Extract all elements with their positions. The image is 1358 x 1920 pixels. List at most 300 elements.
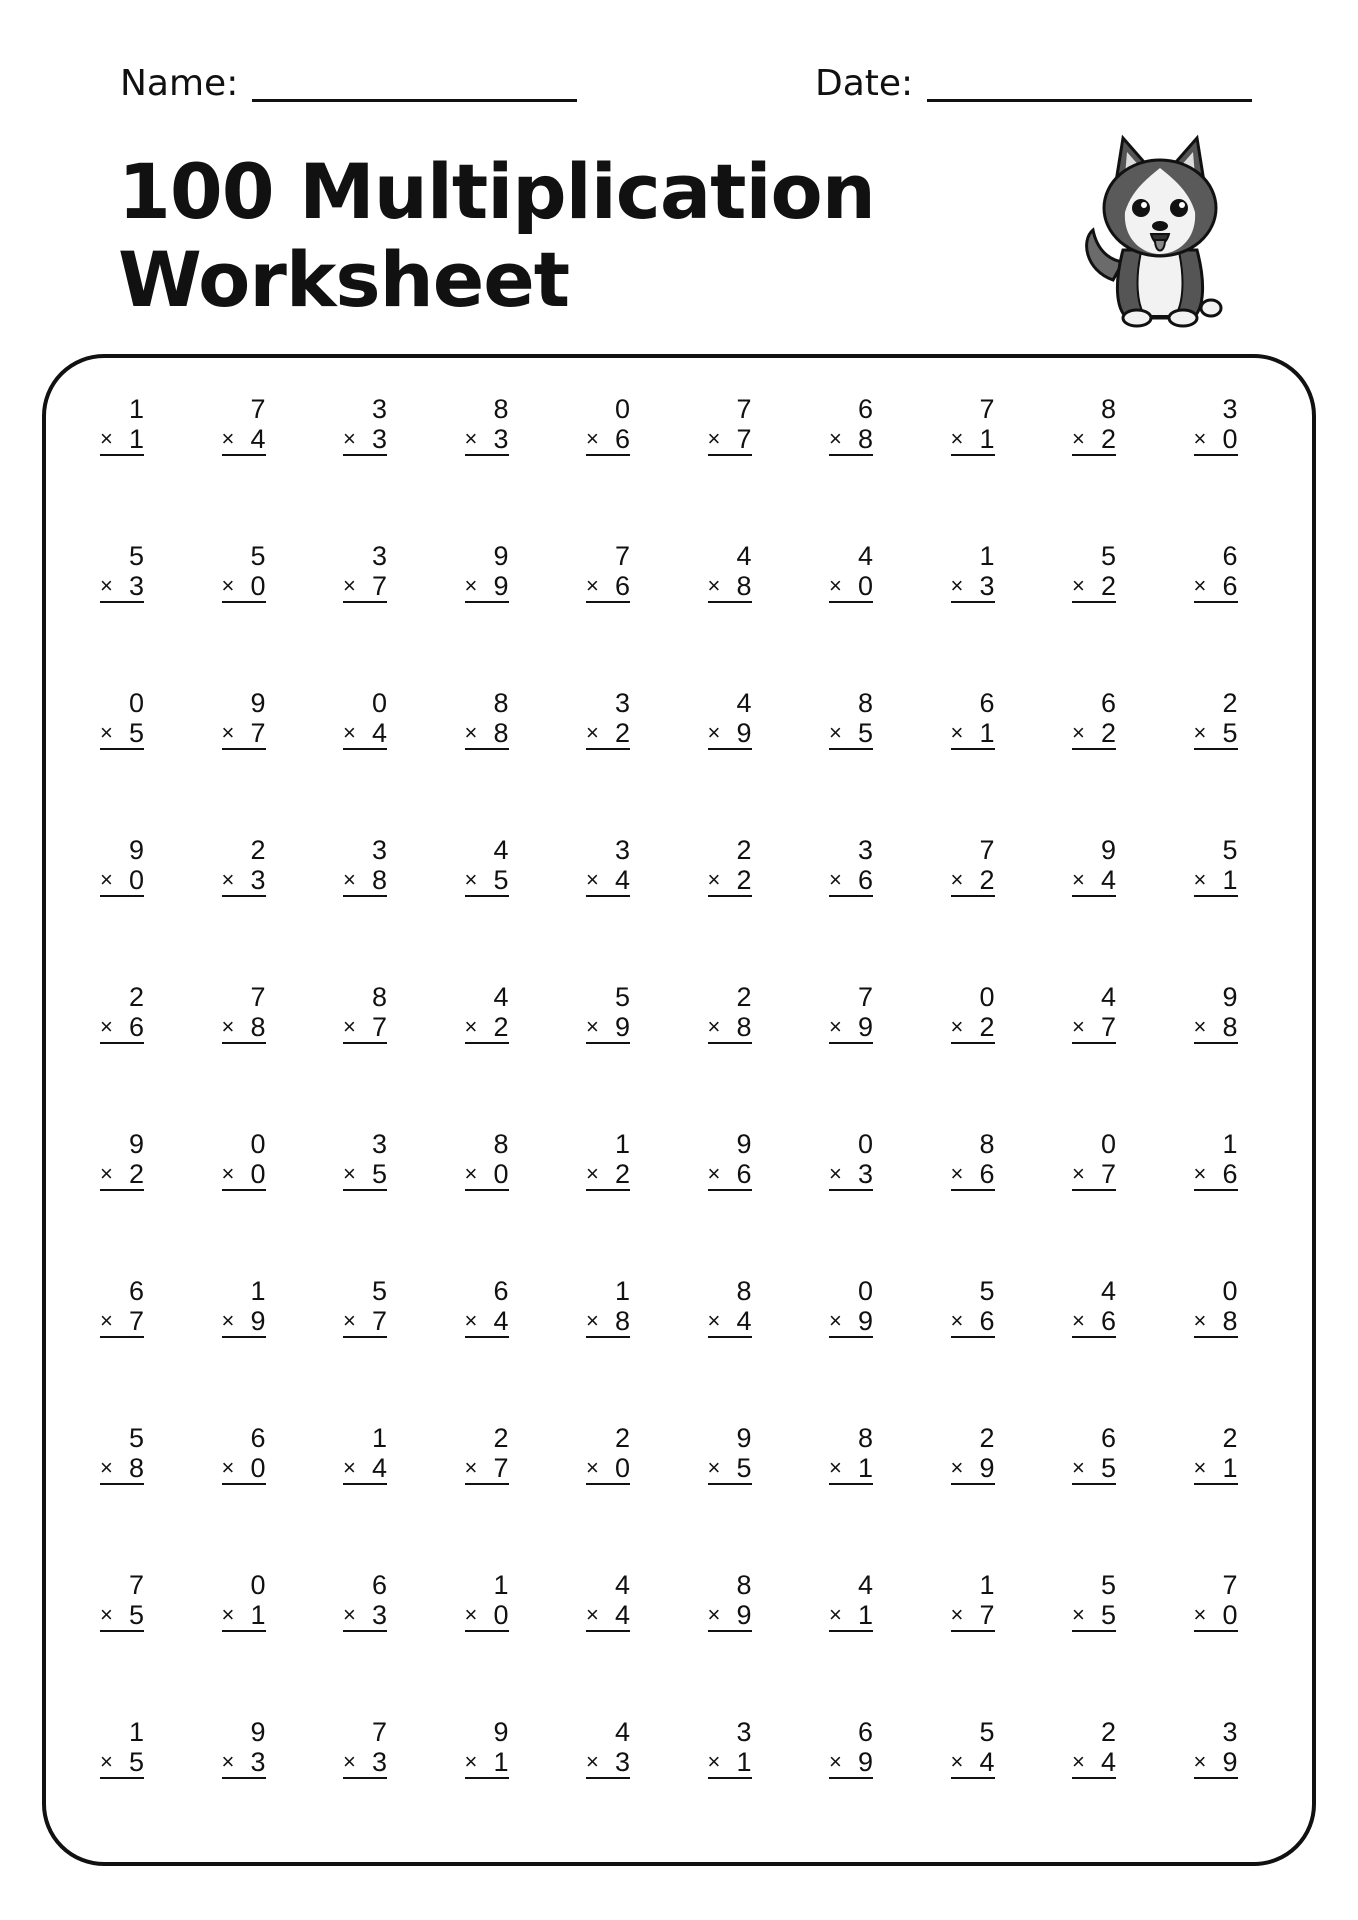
problem-row — [100, 835, 1250, 982]
top-factor: 0 — [250, 1129, 266, 1159]
times-sign: × — [100, 573, 113, 598]
times-sign: × — [464, 1749, 478, 1774]
top-factor: 1 — [128, 1717, 144, 1747]
multiplication-problem — [586, 1717, 708, 1864]
bottom-factor: 3 — [371, 1600, 387, 1630]
bottom-factor: 1 — [979, 718, 995, 748]
top-factor: 7 — [979, 835, 995, 865]
title-line-2: Worksheet — [118, 235, 570, 324]
bottom-factor: 7 — [979, 1600, 995, 1630]
times-sign: × — [221, 1749, 235, 1774]
bottom-factor-line — [1194, 1747, 1238, 1779]
bottom-factor: 2 — [614, 1159, 630, 1189]
bottom-factor: 9 — [614, 1012, 630, 1042]
top-factor: 7 — [1222, 1570, 1238, 1600]
bottom-factor: 8 — [614, 1306, 630, 1336]
bottom-factor: 7 — [1100, 1159, 1116, 1189]
multiplication-problem — [1072, 1276, 1194, 1423]
problem-stack — [1072, 688, 1116, 750]
bottom-factor: 2 — [1100, 424, 1116, 454]
problem-stack — [951, 1276, 995, 1338]
top-factor: 0 — [128, 688, 144, 718]
times-sign: × — [707, 1455, 721, 1480]
problem-stack — [829, 1276, 873, 1338]
bottom-factor: 2 — [614, 718, 630, 748]
bottom-factor: 2 — [128, 1159, 144, 1189]
times-sign: × — [707, 867, 721, 892]
date-field[interactable] — [815, 62, 1252, 106]
problem-stack — [951, 1129, 995, 1191]
times-sign: × — [707, 1308, 721, 1333]
bottom-factor-line — [465, 1453, 509, 1485]
problem-stack — [343, 1276, 387, 1338]
problem-stack — [1072, 1276, 1116, 1338]
bottom-factor-line — [343, 1306, 387, 1338]
multiplication-problem — [708, 835, 830, 982]
bottom-factor-line — [222, 424, 266, 456]
bottom-factor-line — [1072, 424, 1116, 456]
times-sign: × — [100, 1455, 113, 1480]
times-sign: × — [1193, 867, 1207, 892]
problem-stack — [1072, 1717, 1116, 1779]
bottom-factor-line — [343, 865, 387, 897]
bottom-factor-line — [222, 1600, 266, 1632]
times-sign: × — [343, 867, 356, 892]
top-factor: 1 — [128, 394, 144, 424]
multiplication-problem — [1072, 835, 1194, 982]
bottom-factor: 5 — [1222, 718, 1238, 748]
bottom-factor: 9 — [857, 1747, 873, 1777]
problem-stack — [586, 835, 630, 897]
top-factor: 3 — [371, 835, 387, 865]
problem-row — [100, 982, 1250, 1129]
multiplication-problem — [829, 1423, 951, 1570]
bottom-factor-line — [951, 1747, 995, 1779]
problem-stack — [829, 394, 873, 456]
bottom-factor: 6 — [979, 1306, 995, 1336]
bottom-factor-line — [829, 571, 873, 603]
times-sign: × — [950, 1455, 964, 1480]
top-factor: 2 — [736, 835, 752, 865]
problem-stack — [708, 982, 752, 1044]
times-sign: × — [100, 426, 113, 451]
bottom-factor: 9 — [250, 1306, 266, 1336]
problem-stack — [1072, 1423, 1116, 1485]
times-sign: × — [1193, 1308, 1207, 1333]
top-factor: 9 — [250, 1717, 266, 1747]
bottom-factor-line — [222, 1453, 266, 1485]
times-sign: × — [343, 1161, 356, 1186]
multiplication-problem — [1194, 1423, 1316, 1570]
bottom-factor: 6 — [857, 865, 873, 895]
times-sign: × — [950, 426, 964, 451]
bottom-factor-line — [951, 1012, 995, 1044]
multiplication-problem — [343, 394, 465, 541]
bottom-factor-line — [951, 424, 995, 456]
problem-stack — [100, 835, 144, 897]
multiplication-problem — [951, 1570, 1073, 1717]
multiplication-problem — [343, 541, 465, 688]
bottom-factor: 0 — [250, 1453, 266, 1483]
times-sign: × — [343, 426, 356, 451]
multiplication-problem — [586, 1570, 708, 1717]
problem-stack — [465, 1717, 509, 1779]
multiplication-problem — [951, 541, 1073, 688]
multiplication-problem — [100, 394, 222, 541]
header-fields — [120, 62, 1245, 112]
times-sign: × — [464, 720, 478, 745]
problem-stack — [708, 541, 752, 603]
top-factor: 2 — [493, 1423, 509, 1453]
bottom-factor-line — [829, 718, 873, 750]
multiplication-problem — [708, 394, 830, 541]
problem-stack — [708, 1423, 752, 1485]
date-blank-line[interactable] — [927, 99, 1252, 102]
bottom-factor-line — [1194, 1600, 1238, 1632]
top-factor: 0 — [857, 1129, 873, 1159]
multiplication-problem — [100, 1423, 222, 1570]
top-factor: 8 — [371, 982, 387, 1012]
top-factor: 8 — [979, 1129, 995, 1159]
multiplication-problem — [1194, 835, 1316, 982]
bottom-factor-line — [951, 1600, 995, 1632]
multiplication-problem — [100, 1570, 222, 1717]
multiplication-problem — [100, 1276, 222, 1423]
times-sign: × — [221, 573, 235, 598]
bottom-factor: 6 — [614, 571, 630, 601]
times-sign: × — [829, 1014, 842, 1039]
problem-row — [100, 1423, 1250, 1570]
bottom-factor-line — [465, 571, 509, 603]
times-sign: × — [1193, 1749, 1207, 1774]
top-factor: 3 — [614, 835, 630, 865]
times-sign: × — [1193, 1455, 1207, 1480]
multiplication-problem — [586, 1129, 708, 1276]
top-factor: 8 — [857, 1423, 873, 1453]
multiplication-problem — [465, 541, 587, 688]
top-factor: 6 — [250, 1423, 266, 1453]
bottom-factor-line — [100, 1747, 144, 1779]
top-factor: 9 — [128, 835, 144, 865]
multiplication-problem — [708, 1129, 830, 1276]
top-factor: 8 — [493, 1129, 509, 1159]
times-sign: × — [1072, 1749, 1085, 1774]
bottom-factor: 3 — [371, 424, 387, 454]
bottom-factor-line — [586, 1747, 630, 1779]
times-sign: × — [829, 1749, 842, 1774]
bottom-factor-line — [829, 1012, 873, 1044]
problem-row — [100, 1129, 1250, 1276]
multiplication-problem — [951, 1129, 1073, 1276]
times-sign: × — [829, 426, 842, 451]
problem-stack — [222, 1570, 266, 1632]
times-sign: × — [221, 867, 235, 892]
bottom-factor: 5 — [128, 718, 144, 748]
top-factor: 3 — [371, 1129, 387, 1159]
bottom-factor: 2 — [736, 865, 752, 895]
bottom-factor-line — [586, 718, 630, 750]
bottom-factor: 8 — [1222, 1012, 1238, 1042]
bottom-factor: 4 — [614, 865, 630, 895]
problem-stack — [586, 982, 630, 1044]
problem-stack — [951, 1717, 995, 1779]
bottom-factor: 8 — [493, 718, 509, 748]
bottom-factor-line — [1194, 424, 1238, 456]
bottom-factor: 0 — [1222, 424, 1238, 454]
problem-stack — [951, 1570, 995, 1632]
bottom-factor-line — [708, 718, 752, 750]
problem-stack — [222, 541, 266, 603]
problem-stack — [586, 541, 630, 603]
name-field[interactable] — [120, 62, 577, 106]
multiplication-problem — [586, 835, 708, 982]
top-factor: 7 — [128, 1570, 144, 1600]
date-label: Date: — [815, 63, 914, 104]
bottom-factor-line — [1072, 1012, 1116, 1044]
multiplication-problem — [222, 688, 344, 835]
multiplication-problem — [1072, 688, 1194, 835]
problem-row — [100, 1570, 1250, 1717]
bottom-factor-line — [100, 718, 144, 750]
times-sign: × — [586, 573, 599, 598]
top-factor: 4 — [736, 688, 752, 718]
bottom-factor-line — [1072, 865, 1116, 897]
problem-stack — [708, 688, 752, 750]
problem-row — [100, 541, 1250, 688]
times-sign: × — [829, 1308, 842, 1333]
multiplication-problem — [222, 394, 344, 541]
bottom-factor-line — [708, 1306, 752, 1338]
multiplication-problem — [829, 688, 951, 835]
top-factor: 6 — [857, 1717, 873, 1747]
multiplication-problem — [465, 1570, 587, 1717]
bottom-factor: 2 — [979, 865, 995, 895]
top-factor: 5 — [128, 1423, 144, 1453]
top-factor: 8 — [1100, 394, 1116, 424]
bottom-factor: 4 — [250, 424, 266, 454]
times-sign: × — [1072, 1455, 1085, 1480]
top-factor: 9 — [736, 1423, 752, 1453]
times-sign: × — [464, 1014, 478, 1039]
top-factor: 3 — [1222, 394, 1238, 424]
times-sign: × — [221, 1161, 235, 1186]
bottom-factor-line — [343, 1159, 387, 1191]
problem-stack — [586, 1570, 630, 1632]
times-sign: × — [464, 573, 478, 598]
problem-stack — [465, 688, 509, 750]
bottom-factor-line — [465, 718, 509, 750]
bottom-factor: 7 — [493, 1453, 509, 1483]
bottom-factor-line — [222, 1159, 266, 1191]
bottom-factor-line — [100, 1306, 144, 1338]
top-factor: 0 — [979, 982, 995, 1012]
top-factor: 3 — [614, 688, 630, 718]
problem-stack — [222, 1276, 266, 1338]
bottom-factor: 1 — [128, 424, 144, 454]
problem-stack — [1072, 1570, 1116, 1632]
multiplication-problem — [951, 688, 1073, 835]
top-factor: 4 — [1100, 982, 1116, 1012]
multiplication-problem — [222, 1717, 344, 1864]
bottom-factor: 8 — [371, 865, 387, 895]
bottom-factor-line — [1072, 1600, 1116, 1632]
problem-stack — [465, 1570, 509, 1632]
multiplication-problem — [222, 982, 344, 1129]
multiplication-problem — [951, 394, 1073, 541]
problem-stack — [1194, 1570, 1238, 1632]
multiplication-problem — [951, 982, 1073, 1129]
problem-stack — [465, 835, 509, 897]
bottom-factor: 2 — [1100, 718, 1116, 748]
times-sign: × — [221, 1455, 235, 1480]
multiplication-problem — [1194, 1717, 1316, 1864]
top-factor: 2 — [1222, 688, 1238, 718]
problem-stack — [343, 835, 387, 897]
top-factor: 5 — [979, 1276, 995, 1306]
problem-stack — [100, 1570, 144, 1632]
bottom-factor-line — [1072, 718, 1116, 750]
bottom-factor-line — [343, 1600, 387, 1632]
bottom-factor: 3 — [493, 424, 509, 454]
times-sign: × — [100, 1749, 113, 1774]
problem-stack — [829, 835, 873, 897]
bottom-factor-line — [100, 1159, 144, 1191]
top-factor: 0 — [1100, 1129, 1116, 1159]
problem-stack — [222, 835, 266, 897]
bottom-factor: 2 — [493, 1012, 509, 1042]
top-factor: 2 — [250, 835, 266, 865]
times-sign: × — [950, 1749, 964, 1774]
times-sign: × — [1193, 720, 1207, 745]
problem-stack — [465, 1129, 509, 1191]
times-sign: × — [343, 573, 356, 598]
bottom-factor-line — [951, 1159, 995, 1191]
bottom-factor: 4 — [493, 1306, 509, 1336]
bottom-factor: 8 — [1222, 1306, 1238, 1336]
multiplication-problem — [1194, 1570, 1316, 1717]
multiplication-problem — [708, 1423, 830, 1570]
multiplication-problem — [1072, 1129, 1194, 1276]
bottom-factor: 3 — [857, 1159, 873, 1189]
times-sign: × — [586, 1161, 599, 1186]
times-sign: × — [464, 426, 478, 451]
multiplication-problem — [586, 394, 708, 541]
worksheet-title — [118, 148, 878, 324]
bottom-factor: 3 — [250, 865, 266, 895]
times-sign: × — [464, 1602, 478, 1627]
problem-stack — [1194, 1276, 1238, 1338]
bottom-factor: 0 — [250, 1159, 266, 1189]
multiplication-problem — [708, 688, 830, 835]
top-factor: 8 — [736, 1276, 752, 1306]
bottom-factor-line — [829, 1747, 873, 1779]
times-sign: × — [343, 1455, 356, 1480]
multiplication-problem — [1072, 541, 1194, 688]
problem-stack — [343, 1570, 387, 1632]
bottom-factor: 9 — [979, 1453, 995, 1483]
bottom-factor-line — [1072, 1306, 1116, 1338]
top-factor: 2 — [1100, 1717, 1116, 1747]
bottom-factor: 7 — [736, 424, 752, 454]
times-sign: × — [586, 1455, 599, 1480]
multiplication-problem — [951, 1423, 1073, 1570]
bottom-factor: 9 — [857, 1306, 873, 1336]
problem-stack — [829, 1717, 873, 1779]
top-factor: 6 — [493, 1276, 509, 1306]
problem-stack — [222, 982, 266, 1044]
multiplication-problem — [343, 1276, 465, 1423]
problem-row — [100, 688, 1250, 835]
bottom-factor: 1 — [1222, 865, 1238, 895]
top-factor: 9 — [1222, 982, 1238, 1012]
title-line-1: 100 Multiplication — [118, 147, 875, 236]
multiplication-problem — [829, 541, 951, 688]
bottom-factor-line — [708, 1159, 752, 1191]
multiplication-problem — [222, 835, 344, 982]
top-factor: 1 — [1222, 1129, 1238, 1159]
multiplication-problem — [100, 1717, 222, 1864]
top-factor: 6 — [128, 1276, 144, 1306]
top-factor: 5 — [1100, 541, 1116, 571]
bottom-factor: 7 — [1100, 1012, 1116, 1042]
bottom-factor-line — [829, 1159, 873, 1191]
times-sign: × — [343, 1602, 356, 1627]
bottom-factor: 0 — [128, 865, 144, 895]
times-sign: × — [707, 1014, 721, 1039]
times-sign: × — [707, 426, 721, 451]
top-factor: 8 — [493, 688, 509, 718]
name-blank-line[interactable] — [252, 99, 577, 102]
bottom-factor-line — [222, 1747, 266, 1779]
times-sign: × — [464, 1161, 478, 1186]
top-factor: 3 — [857, 835, 873, 865]
multiplication-problem — [586, 982, 708, 1129]
times-sign: × — [221, 426, 235, 451]
problem-stack — [829, 1423, 873, 1485]
bottom-factor-line — [100, 571, 144, 603]
top-factor: 5 — [371, 1276, 387, 1306]
times-sign: × — [1193, 573, 1207, 598]
times-sign: × — [586, 1749, 599, 1774]
bottom-factor: 3 — [128, 571, 144, 601]
times-sign: × — [586, 867, 599, 892]
bottom-factor: 4 — [1100, 865, 1116, 895]
multiplication-problem — [343, 835, 465, 982]
problem-stack — [465, 1423, 509, 1485]
bottom-factor: 7 — [371, 571, 387, 601]
problem-stack — [586, 1129, 630, 1191]
multiplication-problem — [222, 1129, 344, 1276]
multiplication-problem — [829, 394, 951, 541]
times-sign: × — [1072, 1014, 1085, 1039]
bottom-factor-line — [586, 424, 630, 456]
multiplication-problem — [708, 1276, 830, 1423]
problem-stack — [829, 1129, 873, 1191]
top-factor: 1 — [371, 1423, 387, 1453]
problem-stack — [222, 1129, 266, 1191]
bottom-factor-line — [586, 1159, 630, 1191]
times-sign: × — [950, 1014, 964, 1039]
bottom-factor-line — [343, 718, 387, 750]
times-sign: × — [829, 1602, 842, 1627]
multiplication-problem — [586, 688, 708, 835]
bottom-factor-line — [951, 865, 995, 897]
top-factor: 1 — [979, 1570, 995, 1600]
bottom-factor-line — [708, 1453, 752, 1485]
top-factor: 7 — [736, 394, 752, 424]
bottom-factor-line — [1194, 1306, 1238, 1338]
multiplication-problem — [343, 1717, 465, 1864]
